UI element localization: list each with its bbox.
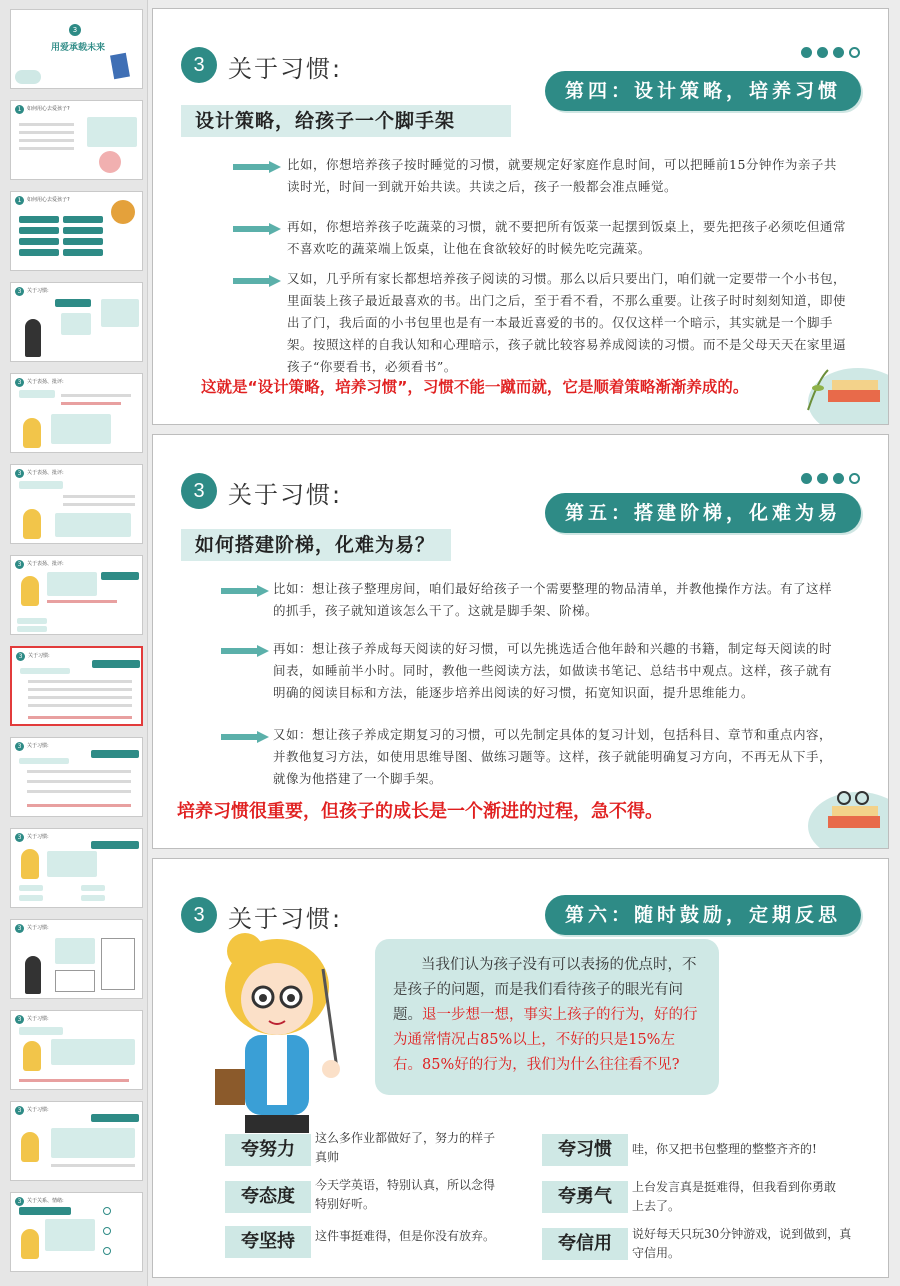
slide-thumbnail-6[interactable]: 3 关于表扬、批评: <box>10 464 143 544</box>
thumb-title: 关于习惯: <box>28 653 50 659</box>
praise-label-persistence: 夸坚持 <box>225 1226 311 1258</box>
praise-text-courage: 上台发言真是挺难得，但我看到你勇敢上去了。 <box>632 1180 837 1213</box>
thumb-number-badge: 1 <box>15 105 24 114</box>
thumb-title: 关于习惯: <box>27 834 49 840</box>
section-pill-heading: 第六：随时鼓励，定期反思 <box>545 895 861 935</box>
subtitle-band: 设计策略，给孩子一个脚手架 <box>181 105 511 137</box>
slide-thumbnail-13[interactable]: 3 关于习惯: <box>10 1101 143 1181</box>
example-paragraph-3: 又如，几乎所有家长都想培养孩子阅读的习惯。那么以后只要出门，咱们就一定要带一个小书包，里面装上孩子最近最喜欢的书。出门之后，至于看不看，不那么重要。让孩子时时刻刻知道，即使出了门，我后面的小书包里也是有一本最近喜爱的书的。仅仅这样一个暗示，其实就是一个脚手架。按照这样的自我认知和心理暗示，孩子就比较容易养成阅读的习惯。而不是父母天天在家里逼孩子“你要看书，必须看书”。 <box>287 271 847 374</box>
slide-habit-strategy <box>152 8 889 425</box>
slide-thumbnail-3[interactable]: 1 如何用心去爱孩子? <box>10 191 143 271</box>
arrow-icon <box>221 585 269 597</box>
subtitle-band: 如何搭建阶梯，化难为易？ <box>181 529 451 561</box>
thumb-title: 关于习惯: <box>27 1016 49 1022</box>
slide-title: 关于习惯: <box>228 905 343 933</box>
section-number-badge: 3 <box>181 473 217 509</box>
thumb-title: 关于习惯: <box>27 743 49 749</box>
arrow-icon <box>233 275 281 287</box>
slide-thumbnail-4[interactable]: 3 关于习惯: <box>10 282 143 362</box>
slide-thumbnail-12[interactable]: 3 关于习惯: <box>10 1010 143 1090</box>
slide-thumbnail-rail <box>0 0 148 1286</box>
example-paragraph-3: 又如：想让孩子养成定期复习的习惯，可以先制定具体的复习计划，包括科目、章节和重点内容，并教他复习方法，如使用思维导图、做练习题等。这样，孩子就能明确复习方向，不再无从下手，就像为他搭建了一个脚手架。 <box>273 727 833 786</box>
praise-text-habit: 哇，你又把书包整理的整整齐齐的! <box>632 1142 817 1156</box>
slide-thumbnail-cover[interactable] <box>10 9 143 89</box>
slide-title: 关于习惯: <box>228 481 343 509</box>
praise-text-attitude: 今天学英语，特别认真，所以念得特别好听。 <box>315 1178 496 1211</box>
book-plant-decoration <box>788 764 889 849</box>
slide-title: 关于习惯: <box>228 55 343 83</box>
thumb-title: 关于习惯: <box>27 1107 49 1113</box>
bubble-text-normal: 当我们认为孩子没有可以表扬的优点时，不是孩子的问题，而是我们看待孩子的眼光有问题。 <box>393 957 697 1023</box>
cover-number-badge: 3 <box>69 24 81 36</box>
thumb-title: 关于表扬、批评: <box>27 379 64 385</box>
section-pill-heading: 第五：搭建阶梯，化难为易 <box>545 493 861 533</box>
example-paragraph-2: 再如：想让孩子养成每天阅读的好习惯，可以先挑选适合他年龄和兴趣的书籍，制定每天阅读的时间表，如睡前半小时。同时，教他一些阅读方法，如做读书笔记、总结书中观点。这样，孩子就有明确的阅读目标和方法，能逐步培养出阅读的好习惯，拓宽知识面，提升思维能力。 <box>273 641 833 700</box>
praise-label-effort: 夸努力 <box>225 1134 311 1166</box>
teacher-cartoon-illustration <box>205 929 365 1139</box>
decorative-dots <box>801 47 860 58</box>
arrow-icon <box>221 645 269 657</box>
arrow-icon <box>233 161 281 173</box>
conclusion-red-text: 这就是“设计策略，培养习惯”，习惯不能一蹴而就，它是顺着策略渐渐养成的。 <box>201 378 749 396</box>
quote-bubble <box>375 939 719 1095</box>
book-plant-decoration <box>788 340 889 425</box>
decorative-dots <box>801 473 860 484</box>
section-number-badge: 3 <box>181 897 217 933</box>
slide-thumbnail-2[interactable] <box>10 100 143 180</box>
thumb-title: 如何用心去爱孩子? <box>27 106 70 112</box>
cover-plant-decoration <box>15 70 41 84</box>
praise-text-credit: 说好每天只玩30分钟游戏，说到做到，真守信用。 <box>632 1227 852 1260</box>
slide-thumbnail-11[interactable]: 3 关于习惯: <box>10 919 143 999</box>
praise-label-attitude: 夸态度 <box>225 1181 311 1213</box>
section-pill-heading: 第四：设计策略，培养习惯 <box>545 71 861 111</box>
thumb-title: 关于表扬、批评: <box>27 561 64 567</box>
cover-title: 用爱承载未来 <box>51 43 106 53</box>
example-paragraph-1: 比如，你想培养孩子按时睡觉的习惯，就要规定好家庭作息时间，可以把睡前15分钟作为亲子共读时光，时间一到就开始共读。共读之后，孩子一般都会准点睡觉。 <box>287 157 837 194</box>
praise-label-courage: 夸勇气 <box>542 1181 628 1213</box>
thumb-title: 关于关系、情绪: <box>27 1198 64 1204</box>
example-paragraph-2: 再如，你想培养孩子吃蔬菜的习惯，就不要把所有饭菜一起摆到饭桌上，要先把孩子必须吃但通常不喜欢吃的蔬菜端上饭桌，让他在食欲较好的时候先吃完蔬菜。 <box>287 219 847 256</box>
slide-thumbnail-5[interactable]: 3 关于表扬、批评: <box>10 373 143 453</box>
praise-text-persistence: 这件事挺难得，但是你没有放弃。 <box>315 1229 496 1243</box>
slide-build-ladder <box>152 434 889 849</box>
example-paragraph-1: 比如：想让孩子整理房间，咱们最好给孩子一个需要整理的物品清单，并教他操作方法。有了这样的抓手，孩子就知道该怎么干了。这就是脚手架、阶梯。 <box>273 581 833 618</box>
thumb-title: 关于习惯: <box>27 288 49 294</box>
praise-label-habit: 夸习惯 <box>542 1134 628 1166</box>
arrow-icon <box>233 223 281 235</box>
slide-thumbnail-14[interactable]: 3 关于关系、情绪: <box>10 1192 143 1272</box>
slide-thumbnail-9[interactable]: 3 关于习惯: <box>10 737 143 817</box>
cover-book-decoration <box>110 53 130 79</box>
praise-label-credit: 夸信用 <box>542 1228 628 1260</box>
thumb-title: 关于习惯: <box>27 925 49 931</box>
slide-thumbnail-10[interactable]: 3 关于习惯: <box>10 828 143 908</box>
arrow-icon <box>221 731 269 743</box>
slide-thumbnail-8-active[interactable]: 3 关于习惯: <box>10 646 143 726</box>
thumb-title: 关于表扬、批评: <box>27 470 64 476</box>
slide-thumbnail-7[interactable]: 3 关于表扬、批评: <box>10 555 143 635</box>
section-number-badge: 3 <box>181 47 217 83</box>
praise-text-effort: 这么多作业都做好了，努力的样子真帅 <box>315 1131 496 1164</box>
conclusion-red-text: 培养习惯很重要，但孩子的成长是一个渐进的过程，急不得。 <box>177 801 663 822</box>
slide-encourage-reflect <box>152 858 889 1278</box>
bubble-text-red: 退一步想一想，事实上孩子的行为，好的行为通常情况占85%以上，不好的只是15%左右。85%好的行为，我们为什么往往看不见? <box>393 1007 698 1073</box>
thumb-title: 如何用心去爱孩子? <box>27 197 70 203</box>
